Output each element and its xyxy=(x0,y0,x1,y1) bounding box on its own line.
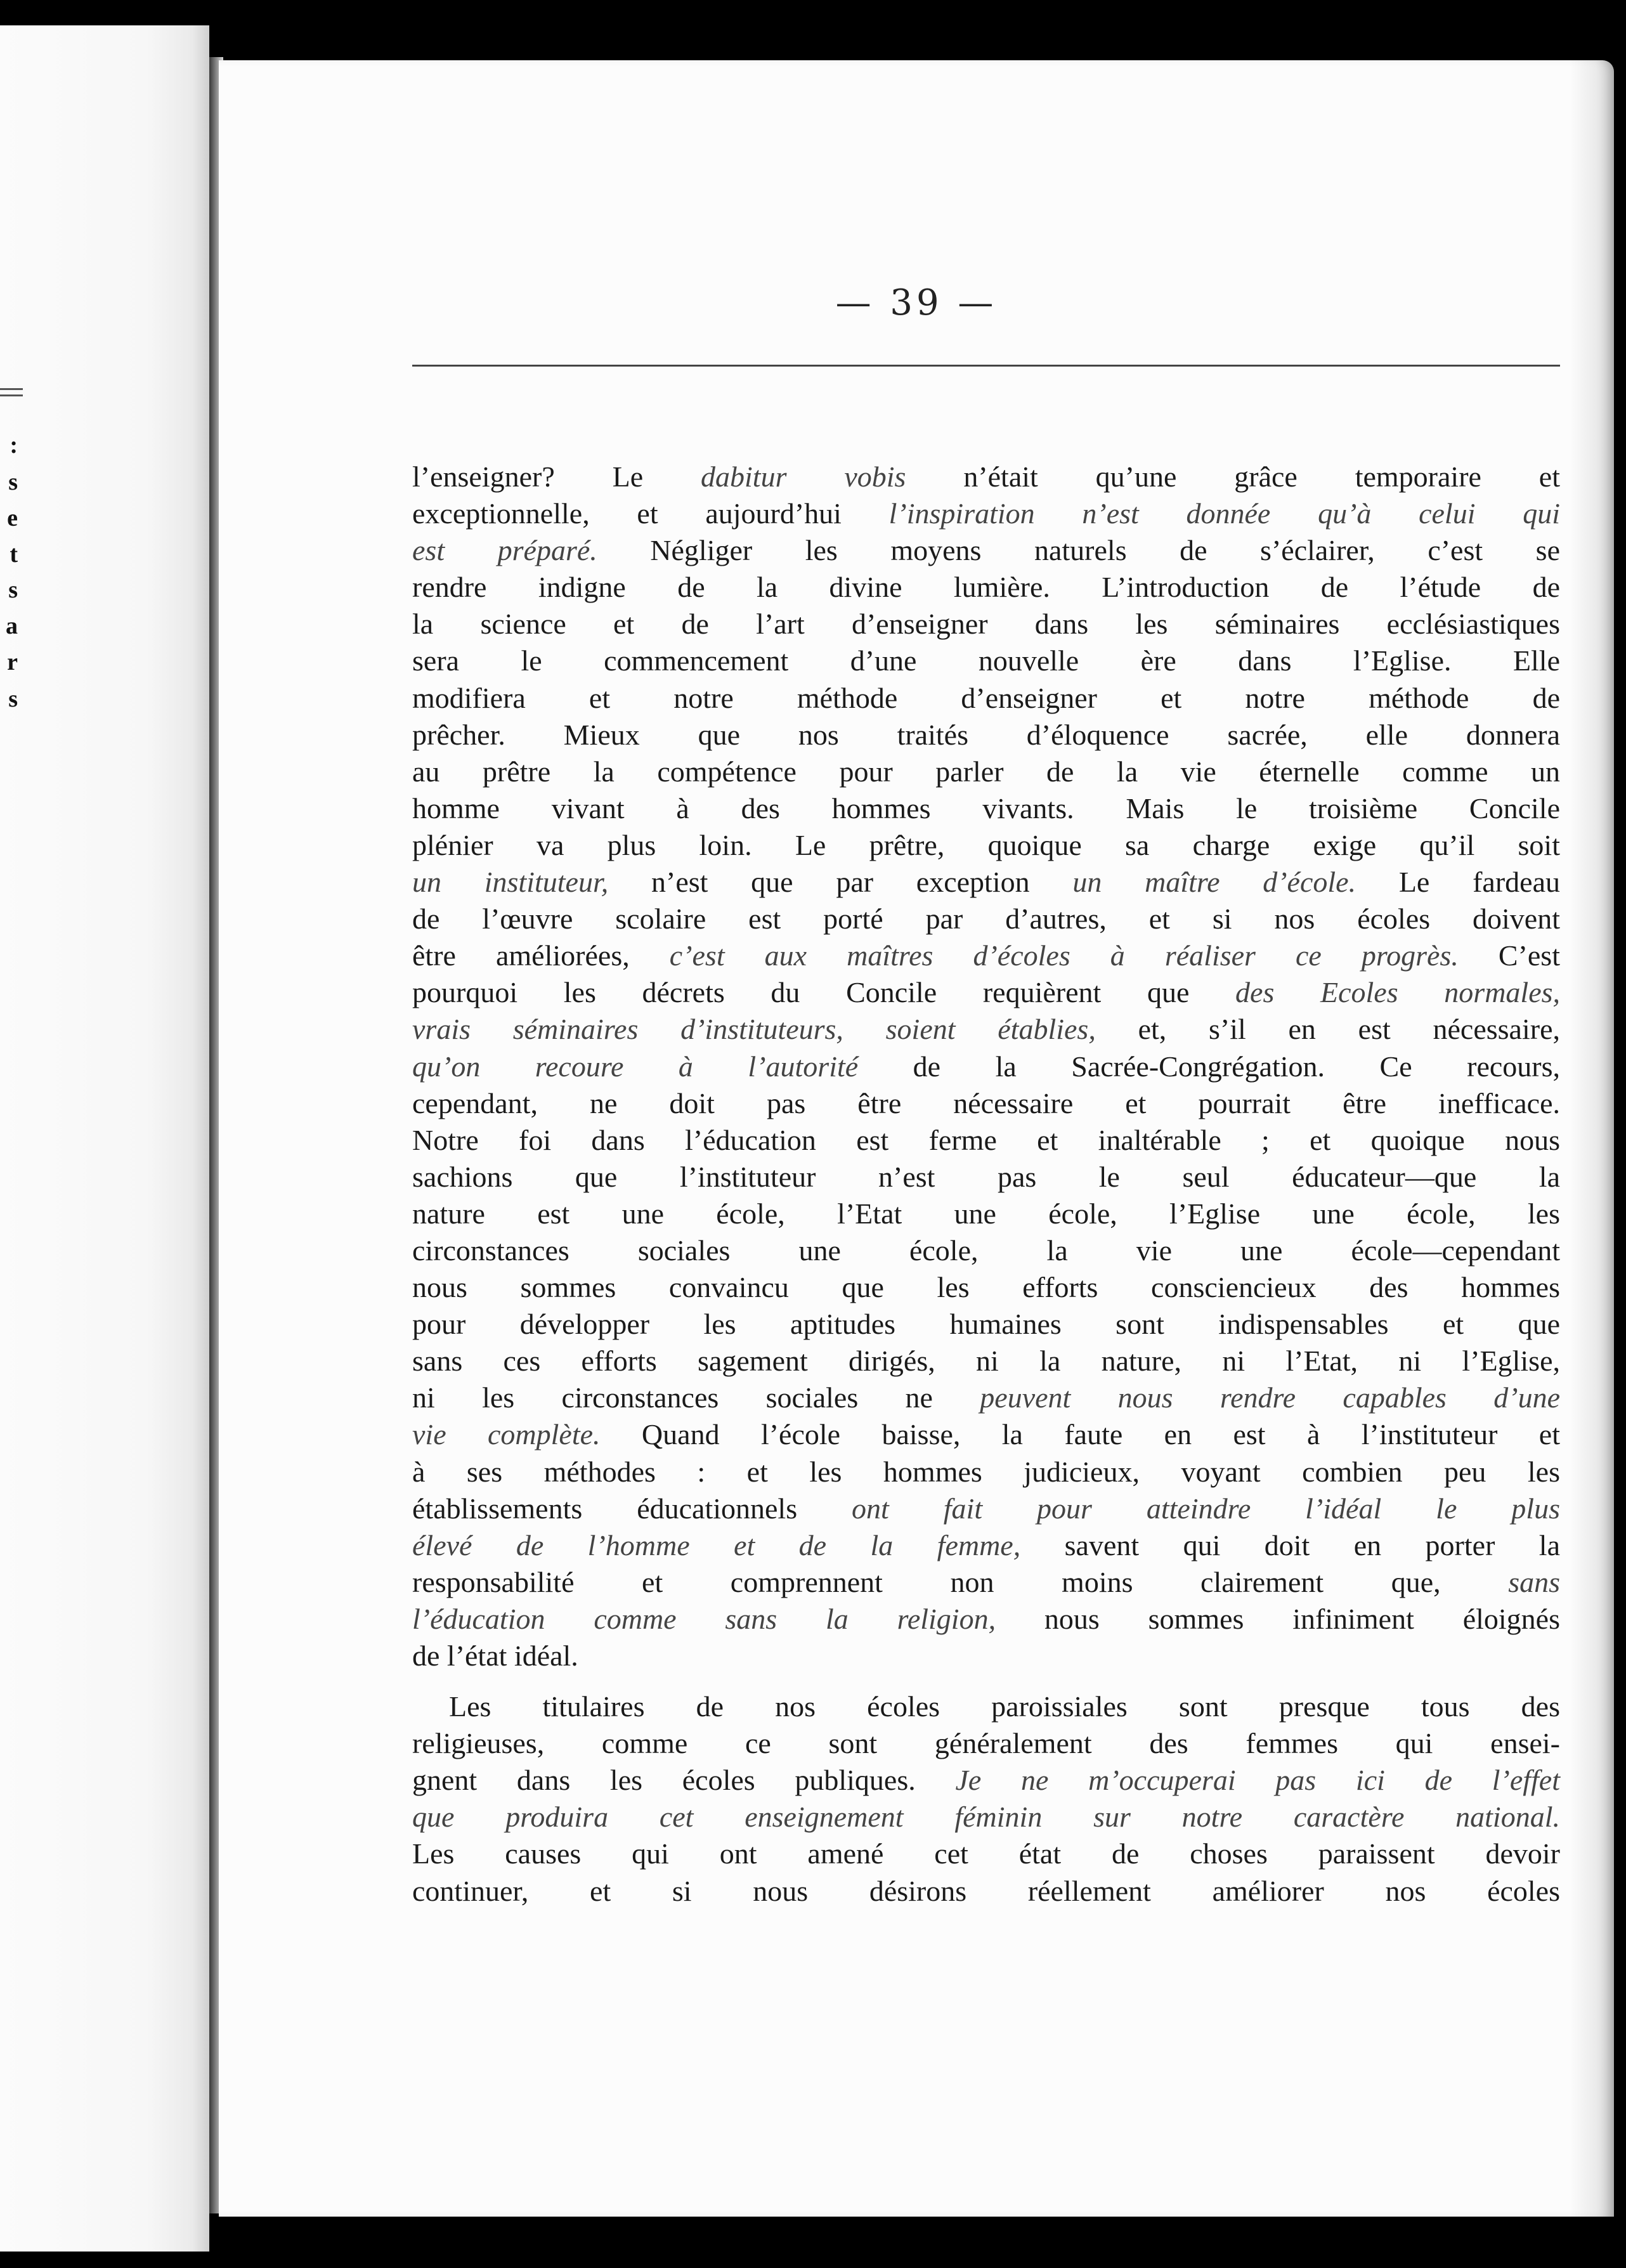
italic-run: Je ne m’occuperai pas ici de l’effet xyxy=(955,1764,1560,1797)
paragraph-gap xyxy=(412,1674,1560,1688)
text-run: sans ces efforts sagement dirigés, ni la nature, ni l’Etat, ni l’Eglise, xyxy=(412,1345,1560,1378)
previous-page-fragment: a xyxy=(6,613,18,639)
text-line xyxy=(412,1564,1560,1601)
text-line xyxy=(412,495,1560,532)
italic-run: vie complète. xyxy=(412,1418,601,1451)
text-run: continuer, et si nous désirons réellement améliorer nos écoles xyxy=(412,1874,1560,1907)
text-line xyxy=(412,864,1560,901)
text-run: rendre indigne de la divine lumière. L’introduction de l’étude de xyxy=(412,571,1560,604)
text-run: au prêtre la compétence pour parler de la vie éternelle comme un xyxy=(412,755,1560,788)
italic-run: que produira cet enseignement féminin sur notre caractère national. xyxy=(412,1801,1560,1834)
text-line xyxy=(412,1688,1560,1725)
text-line xyxy=(412,1835,1560,1872)
text-line xyxy=(412,1269,1560,1306)
text-line xyxy=(412,1122,1560,1159)
text-line xyxy=(412,827,1560,864)
italic-run: peuvent nous rendre capables d’une xyxy=(980,1381,1560,1414)
italic-run: vrais séminaires d’instituteurs, soient établies, xyxy=(412,1013,1096,1046)
previous-page-fragment: e xyxy=(7,505,18,531)
text-run: de l’œuvre scolaire est porté par d’autres, et si nos écoles doivent xyxy=(412,903,1560,935)
previous-page-fragment: s xyxy=(8,577,18,603)
text-line xyxy=(412,974,1560,1011)
italic-run: l’inspiration n’est donnée qu’à celui qui xyxy=(888,497,1560,530)
text-run: nature est une école, l’Etat une école, l’Eglise une école, les xyxy=(412,1197,1560,1230)
italic-run: c’est aux maîtres d’écoles à réaliser ce progrès. xyxy=(669,939,1459,972)
text-line xyxy=(412,680,1560,717)
previous-page-fragment: : xyxy=(10,432,18,459)
text-line xyxy=(412,1416,1560,1453)
text-run: être améliorées, xyxy=(412,939,670,972)
italic-run: des Ecoles normales, xyxy=(1235,976,1561,1009)
previous-page-fragment: s xyxy=(8,469,18,495)
text-run: exceptionnelle, et aujourd’hui xyxy=(412,497,889,530)
text-line xyxy=(412,790,1560,827)
text-line xyxy=(412,1454,1560,1490)
book-page xyxy=(219,60,1614,2217)
text-run: prêcher. Mieux que nos traités d’éloquence sacrée, elle donnera xyxy=(412,718,1560,751)
text-run: savent qui doit en porter la xyxy=(1020,1528,1560,1561)
text-run: circonstances sociales une école, la vie une école—cependant xyxy=(412,1234,1560,1267)
italic-run: ont fait pour atteindre l’idéal le plus xyxy=(852,1492,1560,1525)
text-run: Négliger les moyens naturels de s’éclairer, c’est se xyxy=(597,534,1560,567)
text-run: gnent dans les écoles publiques. xyxy=(412,1764,956,1797)
text-line xyxy=(412,569,1560,606)
italic-run: sans xyxy=(1508,1565,1560,1598)
text-line xyxy=(412,1232,1560,1269)
text-run: n’est que par exception xyxy=(608,866,1073,899)
text-line xyxy=(412,1638,1560,1674)
text-run: religieuses, comme ce sont généralement des femmes qui ensei- xyxy=(412,1727,1560,1760)
text-line xyxy=(412,1762,1560,1799)
text-run: cependant, ne doit pas être nécessaire et pourrait être inefficace. xyxy=(412,1086,1560,1119)
italic-run: l’éducation comme sans la religion, xyxy=(412,1602,996,1635)
previous-page-rule xyxy=(0,394,23,396)
text-run: nous sommes infiniment éloignés xyxy=(996,1602,1560,1635)
italic-run: élevé de l’homme et de la femme, xyxy=(412,1528,1021,1561)
header-rule xyxy=(412,365,1560,367)
text-run: sera le commencement d’une nouvelle ère dans l’Eglise. Elle xyxy=(412,644,1560,677)
text-run: la science et de l’art d’enseigner dans les séminaires ecclésiastiques xyxy=(412,608,1560,641)
text-line xyxy=(412,1196,1560,1232)
text-run: pour développer les aptitudes humaines sont indispensables et que xyxy=(412,1308,1560,1341)
text-run: modifiera et notre méthode d’enseigner et notre méthode de xyxy=(412,681,1560,714)
text-run: de l’état idéal. xyxy=(412,1639,578,1672)
text-run: établissements éducationnels xyxy=(412,1492,852,1525)
text-line xyxy=(412,753,1560,790)
previous-page-rule xyxy=(0,388,23,390)
text-line xyxy=(412,532,1560,569)
text-line xyxy=(412,901,1560,937)
text-run: Quand l’école baisse, la faute en est à l’instituteur et xyxy=(600,1418,1560,1451)
text-run: Notre foi dans l’éducation est ferme et inaltérable ; et quoique nous xyxy=(412,1123,1560,1156)
text-run: sachions que l’instituteur n’est pas le seul éducateur—que la xyxy=(412,1160,1560,1193)
text-run: plénier va plus loin. Le prêtre, quoique sa charge exige qu’il soit xyxy=(412,828,1560,861)
text-line xyxy=(412,1048,1560,1085)
text-run: et, s’il en est nécessaire, xyxy=(1095,1013,1560,1046)
text-run: pourquoi les décrets du Concile requièrent que xyxy=(412,976,1236,1009)
text-run: ni les circonstances sociales ne xyxy=(412,1381,980,1414)
previous-page-fragment: r xyxy=(7,649,18,675)
text-line xyxy=(412,937,1560,974)
text-line xyxy=(412,1011,1560,1048)
italic-run: qu’on recoure à l’autorité xyxy=(412,1050,859,1083)
text-run: nous sommes convaincu que les efforts consciencieux des hommes xyxy=(412,1271,1560,1304)
previous-page-fragment: s xyxy=(8,686,18,712)
text-run: Le fardeau xyxy=(1356,866,1560,899)
text-line xyxy=(412,1799,1560,1835)
body-text xyxy=(412,459,1560,1910)
italic-run: un instituteur, xyxy=(412,866,609,899)
text-line xyxy=(412,459,1560,495)
text-line xyxy=(412,1085,1560,1122)
page-number: — 39 — xyxy=(835,282,998,323)
italic-run: dabitur vobis xyxy=(701,460,906,493)
text-run: à ses méthodes : et les hommes judicieux, voyant combien peu les xyxy=(412,1455,1560,1488)
italic-run: un maître d’école. xyxy=(1072,866,1356,899)
text-line xyxy=(412,1873,1560,1910)
previous-page xyxy=(0,25,209,2252)
text-line xyxy=(412,1601,1560,1638)
text-run: homme vivant à des hommes vivants. Mais le troisième Concile xyxy=(412,792,1560,824)
text-line xyxy=(412,606,1560,642)
previous-page-fragment: t xyxy=(10,541,18,568)
text-line xyxy=(412,1306,1560,1343)
text-line xyxy=(412,642,1560,679)
text-line xyxy=(412,1527,1560,1564)
text-line xyxy=(412,1490,1560,1527)
text-run: Les causes qui ont amené cet état de choses paraissent devoir xyxy=(412,1837,1560,1870)
text-run: responsabilité et comprennent non moins clairement que, xyxy=(412,1565,1509,1598)
text-run: de la Sacrée-Congrégation. Ce recours, xyxy=(858,1050,1560,1083)
text-run: C’est xyxy=(1458,939,1560,972)
text-run: l’enseigner? Le xyxy=(412,460,701,493)
text-line xyxy=(412,1343,1560,1379)
text-line xyxy=(412,1379,1560,1416)
text-run: n’était qu’une grâce temporaire et xyxy=(906,460,1560,493)
text-line xyxy=(412,1725,1560,1762)
text-run: Les titulaires de nos écoles paroissiales sont presque tous des xyxy=(449,1690,1560,1723)
page-edge-shadow xyxy=(1570,60,1614,2217)
text-line xyxy=(412,1159,1560,1196)
text-line xyxy=(412,717,1560,753)
italic-run: est préparé. xyxy=(412,534,597,567)
